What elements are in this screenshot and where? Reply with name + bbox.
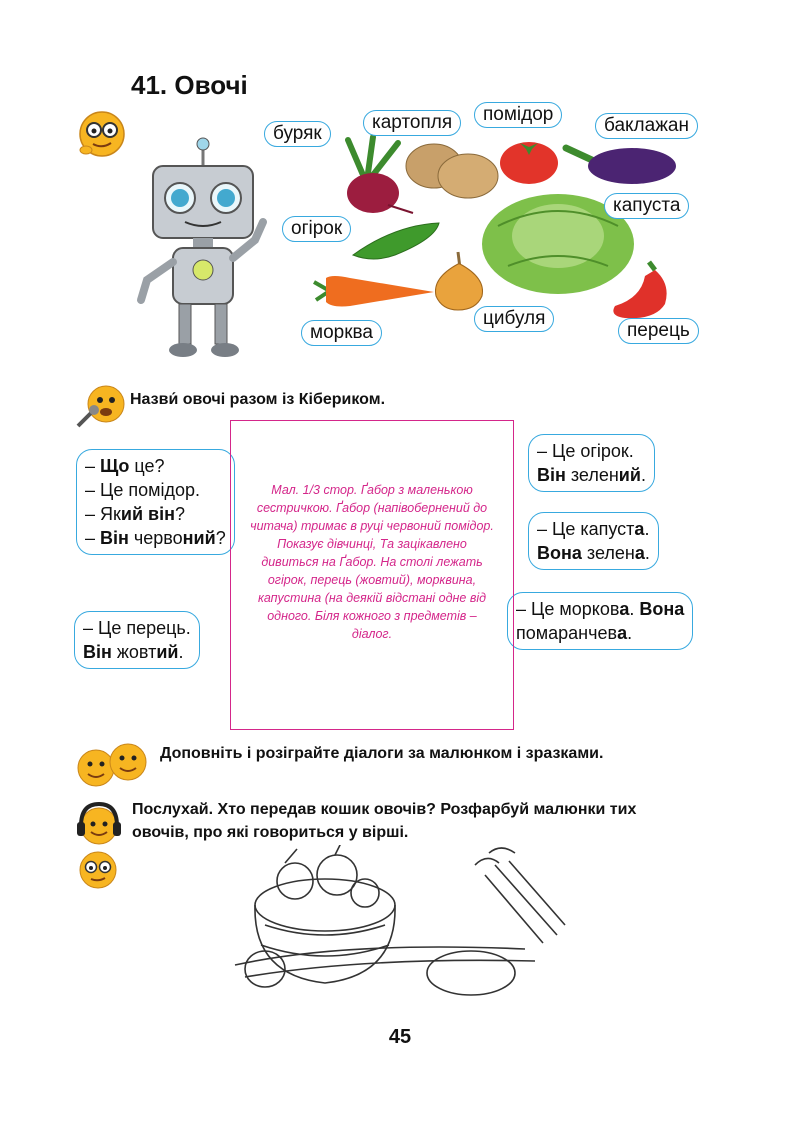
label-onion: цибуля	[474, 306, 554, 332]
label-beet: буряк	[264, 121, 331, 147]
page-number: 45	[388, 1026, 412, 1048]
dialog-bubble-tomato: – Що це? – Це помідор. – Який він? – Він червоний?	[76, 449, 235, 555]
onion-illustration	[430, 250, 488, 312]
label-tomato: помідор	[474, 102, 562, 128]
label-carrot: морква	[301, 320, 382, 346]
label-pepper: перець	[618, 318, 699, 344]
eggplant-illustration	[562, 138, 678, 188]
thinking-smiley-icon	[76, 108, 128, 160]
task-listen-color-line2: овочів, про які говориться у вірші.	[132, 824, 409, 841]
vegetable-basket-drawing	[225, 845, 570, 1005]
page-title: 41. Овочі	[131, 70, 248, 100]
thinking-smiley-small-icon	[76, 848, 120, 892]
robot-kiberyk-illustration	[135, 130, 285, 365]
pepper-illustration	[605, 258, 673, 322]
dialog-bubble-carrot: – Це моркова. Вона помаранчева.	[507, 592, 693, 650]
two-smileys-icon	[74, 740, 154, 788]
speaking-smiley-icon	[72, 382, 128, 430]
dialog-bubble-pepper: – Це перець. Він жовтий.	[74, 611, 200, 669]
dialog-bubble-cucumber: – Це огірок. Він зелений.	[528, 434, 655, 492]
carrot-illustration	[310, 270, 436, 312]
image-placeholder-note: Мал. 1/3 стор. Ґабор з маленькою сестричкою. Ґабор (напівобернений до читача) тримає в руці червоний помідор. Показує дівчинці, Та зацікавлено дивиться на Ґабор. На столі лежать огірок, перець (жовтий), морквина, капустина (на деякій відстані одне від одного. Біля кожного з предметів – діалог.	[230, 420, 514, 730]
label-cabbage: капуста	[604, 193, 689, 219]
task-complete-dialogs: Доповніть і розіграйте діалоги за малюнком і зразками.	[160, 745, 604, 762]
label-cucumber: огірок	[282, 216, 351, 242]
task-name-vegetables: Назви́ овочі разом із Кібериком.	[130, 391, 386, 408]
tomato-illustration	[498, 135, 560, 185]
label-eggplant: баклажан	[595, 113, 698, 139]
headphones-smiley-icon	[75, 800, 123, 848]
task-listen-color-line1: Послухай. Хто передав кошик овочів? Розфарбуй малюнки тих	[132, 801, 637, 818]
label-potato: картопля	[363, 110, 461, 136]
dialog-bubble-cabbage: – Це капуста. Вона зелена.	[528, 512, 659, 570]
